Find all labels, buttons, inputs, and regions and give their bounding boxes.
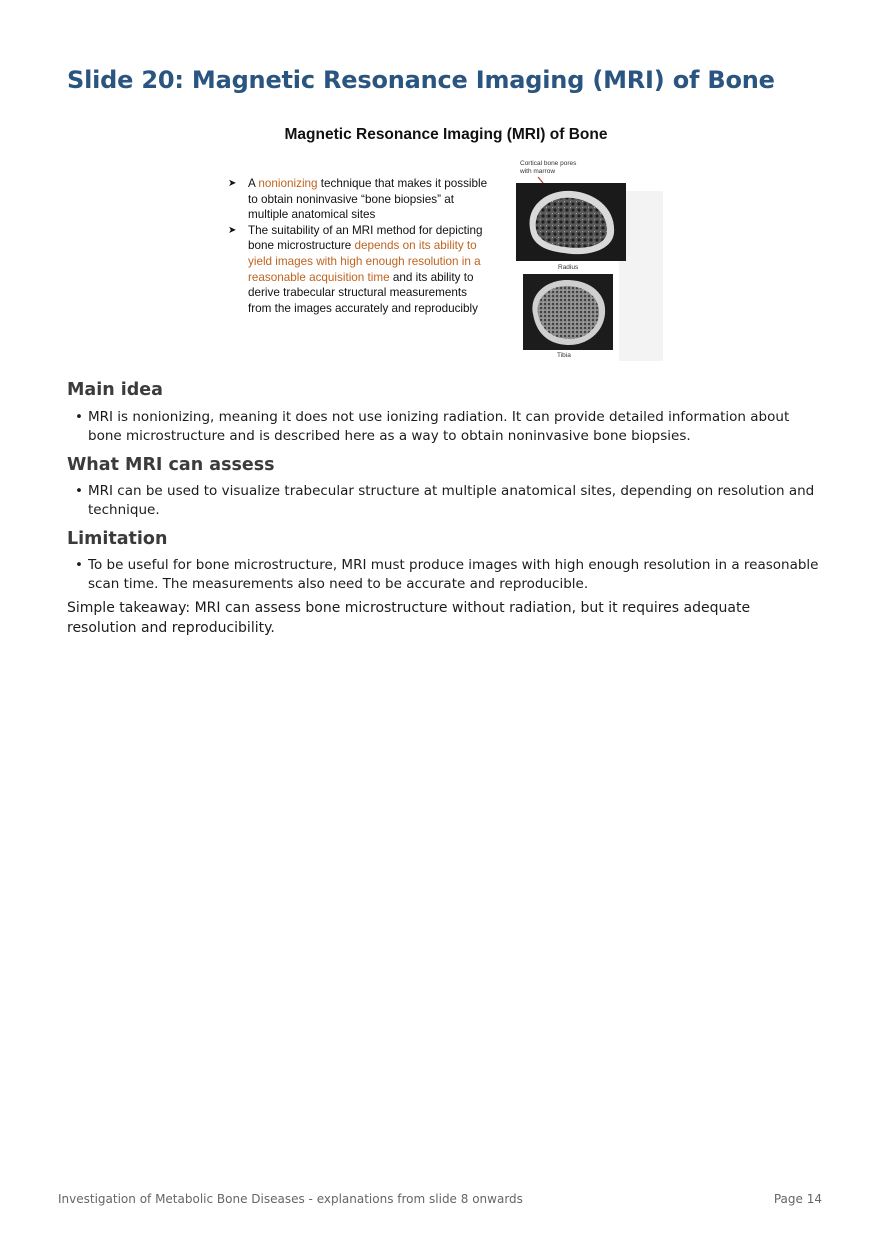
- slide-bullet-text: technique that makes it possible to obtain noninvasive “bone biopsies” at multiple anatomical sites: [248, 177, 488, 222]
- page-title: Slide 20: Magnetic Resonance Imaging (MRI) of Bone: [67, 66, 775, 94]
- caption-cortical-pores: Cortical bone pores with marrow: [520, 160, 577, 175]
- mri-radius-image: [516, 183, 626, 261]
- slide-bullet: [226, 176, 488, 223]
- slide-bullet-list: [226, 176, 488, 316]
- list-item-text: MRI is nonionizing, meaning it does not use ionizing radiation. It can provide detailed information about bone microstructure and is described here as a way to obtain noninvasive bone biopsies.: [88, 409, 790, 444]
- caption-tibia: Tibia: [557, 352, 571, 359]
- section-heading-limitation: Limitation: [67, 529, 168, 549]
- slide-bullet: [226, 223, 488, 317]
- limitation-list: [75, 556, 820, 593]
- bullet-dot-icon: •: [75, 409, 83, 425]
- bullet-dot-icon: •: [75, 483, 83, 499]
- section-heading-main-idea: Main idea: [67, 380, 163, 400]
- bullet-dot-icon: •: [75, 557, 83, 573]
- slide-bullet-text: A: [248, 177, 259, 190]
- slide-bullet-highlight: nonionizing: [258, 177, 318, 190]
- slide-image: [226, 116, 666, 364]
- mri-tibia-image: [523, 274, 613, 350]
- arrow-bullet-icon: ➤: [228, 178, 237, 189]
- slide-bullet-text: and its ability to derive trabecular structural measurements from the images accurately and reproducibly: [248, 270, 478, 315]
- arrow-bullet-icon: ➤: [228, 224, 237, 236]
- list-item-text: MRI can be used to visualize trabecular structure at multiple anatomical sites, depending on resolution and technique.: [88, 483, 815, 518]
- list-item: [75, 482, 820, 519]
- slide-heading: Magnetic Resonance Imaging (MRI) of Bone: [284, 126, 608, 143]
- takeaway-text: Simple takeaway: MRI can assess bone microstructure without radiation, but it requires adequate resolution and reproducibility.: [67, 600, 751, 636]
- list-item: [75, 408, 820, 445]
- slide-bullet-highlight: depends on its ability to yield images with high enough resolution in a reasonable acquisition time: [248, 239, 481, 284]
- footer-page-number: Page 14: [773, 1192, 822, 1206]
- section-heading-what-mri-can-assess: What MRI can assess: [67, 455, 275, 475]
- slide-bullet-text: The suitability of an MRI method for depicting bone microstructure: [248, 223, 483, 253]
- assess-list: [75, 482, 820, 519]
- footer-document-title: Investigation of Metabolic Bone Diseases - explanations from slide 8 onwards: [58, 1192, 523, 1206]
- main-idea-list: [75, 408, 820, 445]
- list-item: [75, 556, 820, 593]
- list-item-text: To be useful for bone microstructure, MRI must produce images with high enough resolution in a reasonable scan time. The measurements also need to be accurate and reproducible.: [88, 557, 819, 592]
- caption-radius: Radius: [558, 264, 579, 271]
